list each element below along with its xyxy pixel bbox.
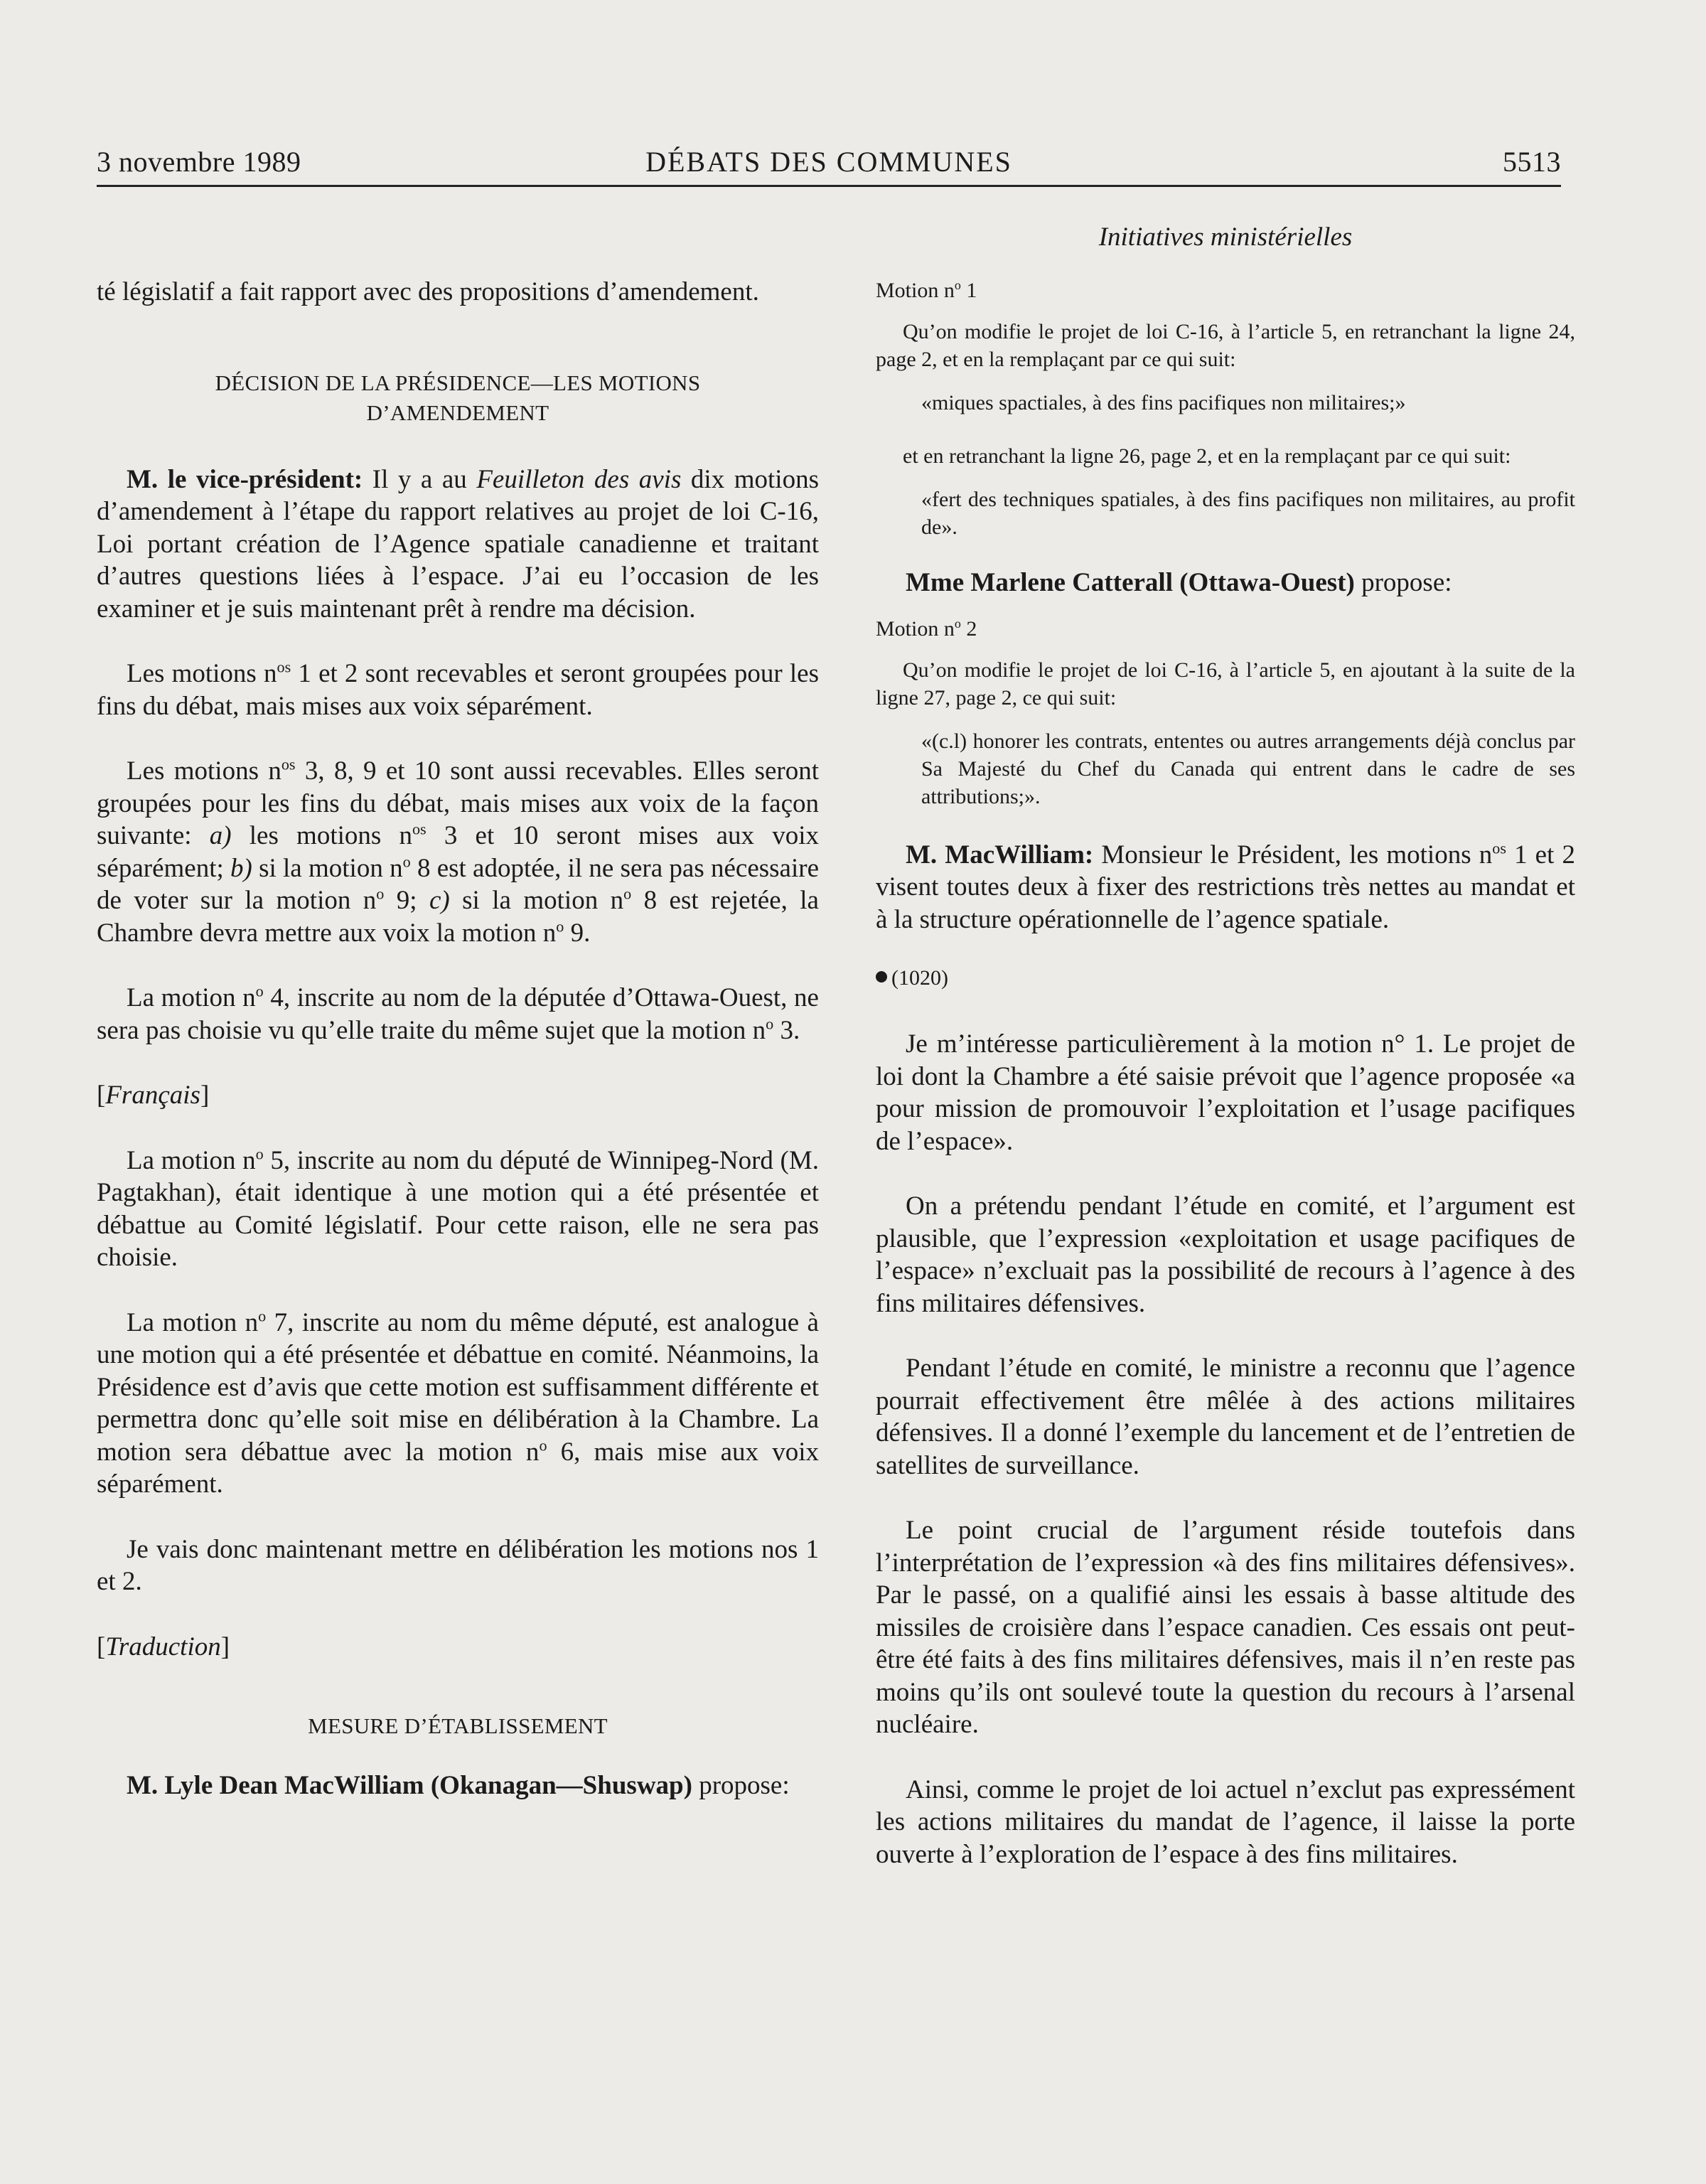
paragraph: La motion $n^o$ 5, inscrite au nom du député de Winnipeg-Nord (M. Pagtakhan), était identique à une motion qui a été présentée et débattue au Comité législatif. Pour cette raison, elle ne sera pas choisie.	[97, 1145, 819, 1272]
language-marker-francais: [Français]	[97, 1081, 210, 1110]
speech-paragraph: M. le vice-président: Il y a au Feuilleton des avis dix motions d’amendement à l’étape du rapport relatives au projet de loi C-16, Loi portant création de l’Agence spatiale canadienne et traitant d’autres questions liées à l’espace. J’ai eu l’occasion de les examiner et je suis maintenant prêt à rendre ma décision.	[97, 464, 819, 623]
page-header	[97, 142, 1561, 187]
time-marker: (1020)	[876, 964, 1575, 992]
speaker-name: M. MacWilliam:	[906, 840, 1094, 869]
mover-paragraph: Mme Marlene Catterall (Ottawa-Ouest) propose:	[906, 568, 1452, 597]
motion-label: Motion $n^o$ 2	[876, 616, 977, 641]
paragraph: Le point crucial de l’argument réside toutefois dans l’interprétation de l’expression «à des fins militaires défensives». Par le passé, on a qualifié ainsi les essais à basse altitude des missiles de croisière dans l’espace canadien. Ces essais ont peut-être été faits à des fins militaires défensives, mais il n’en reste pas moins qu’ils ont soulevé toute la question du recours à l’arsenal nucléaire.	[876, 1516, 1575, 1739]
mover-paragraph: M. Lyle Dean MacWilliam (Okanagan—Shuswap) propose:	[127, 1771, 790, 1800]
paragraph: Pendant l’étude en comité, le ministre a reconnu que l’agence pourrait effectivement être mêlée à des actions militaires défensives. Il a donné l’exemple du lancement et de l’entretien de satellites de surveillance.	[876, 1354, 1575, 1480]
section-heading-mesure: MESURE D’ÉTABLISSEMENT	[308, 1713, 608, 1738]
paragraph: Les motions $n^{os}$ 1 et 2 sont recevables et seront groupées pour les fins du débat, mais mises aux voix séparément.	[97, 658, 819, 721]
motion-quote: «(c.l) honorer les contrats, ententes ou autres arrangements déjà conclus par Sa Majesté du Chef du Canada qui entrent dans le cadre de ses attributions;».	[921, 729, 1575, 808]
continued-paragraph: té législatif a fait rapport avec des propositions d’amendement.	[97, 277, 759, 306]
paragraph: Je m’intéresse particulièrement à la motion n° 1. Le projet de loi dont la Chambre a été saisie prévoit que l’agence proposée «a pour mission de promouvoir l’exploitation et l’usage pacifiques de l’espace».	[876, 1029, 1575, 1156]
heading-line-2: D’AMENDEMENT	[366, 400, 549, 425]
motion-text: Qu’on modifie le projet de loi C-16, à l’article 5, en ajoutant à la suite de la ligne 27, page 2, ce qui suit:	[876, 658, 1575, 710]
header-title: DÉBATS DES COMMUNES	[645, 146, 1012, 178]
header-date: 3 novembre 1989	[97, 146, 301, 178]
paragraph: La motion $n^o$ 7, inscrite au nom du même député, est analogue à une motion qui a été présentée et débattue en comité. Néanmoins, la Présidence est d’avis que cette motion est suffisamment différente et permettra donc qu’elle soit mise en délibération à la Chambre. La motion sera débattue avec la motion $n^o$ 6, mais mise aux voix séparément.	[97, 1307, 819, 1499]
speaker-name: M. le vice-président:	[127, 464, 363, 494]
heading-line-1: DÉCISION DE LA PRÉSIDENCE—LES MOTIONS	[215, 370, 701, 395]
speech-paragraph: M. MacWilliam: Monsieur le Président, les motions $n^{os}$ 1 et 2 visent toutes deux à fixer des restrictions très nettes au mandat et à la structure opérationnelle de l’agence spatiale.	[876, 839, 1575, 934]
paragraph: On a prétendu pendant l’étude en comité, et l’argument est plausible, que l’expression «exploitation et usage pacifiques de l’espace» n’excluait pas la possibilité de recours à l’agence à des fins militaires défensives.	[876, 1192, 1575, 1318]
paragraph: La motion $n^o$ 4, inscrite au nom de la députée d’Ottawa-Ouest, ne sera pas choisie vu qu’elle traite du même sujet que la motion $n^o$ 3.	[97, 982, 819, 1045]
motion-text: et en retranchant la ligne 26, page 2, et en la remplaçant par ce qui suit:	[903, 444, 1511, 468]
running-head: Initiatives ministérielles	[1098, 223, 1353, 252]
language-marker-traduction: [Traduction]	[97, 1632, 230, 1661]
speaker-name: M. Lyle Dean MacWilliam (Okanagan—Shuswap)	[127, 1771, 692, 1800]
section-heading-decision	[97, 368, 819, 428]
bullet-icon	[876, 971, 887, 983]
motion-quote: «miques spactiales, à des fins pacifiques non militaires;»	[921, 391, 1406, 414]
motion-text: Qu’on modifie le projet de loi C-16, à l’article 5, en retranchant la ligne 24, page 2, et en la remplaçant par ce qui suit:	[876, 320, 1575, 371]
motion-quote: «fert des techniques spatiales, à des fins pacifiques non militaires, au profit de».	[921, 488, 1575, 539]
speaker-name: Mme Marlene Catterall (Ottawa-Ouest)	[906, 568, 1355, 597]
paragraph: Je vais donc maintenant mettre en délibération les motions nos 1 et 2.	[97, 1534, 819, 1596]
motion-label: Motion $n^o$ 1	[876, 278, 977, 302]
left-column	[97, 276, 819, 1802]
paragraph: Ainsi, comme le projet de loi actuel n’exclut pas expressément les actions militaires du mandat de l’agence, il laisse la porte ouverte à l’exploration de l’espace à des fins militaires.	[876, 1774, 1575, 1869]
paragraph: Les motions $n^{os}$ 3, 8, 9 et 10 sont aussi recevables. Elles seront groupées pour les fins du débat, mais mises aux voix de la façon suivante: a) les motions $n^{os}$ 3 et 10 seront mises aux voix séparément; b) si la motion $n^o$ 8 est adoptée, il ne sera pas nécessaire de voter sur la motion $n^o$ 9; c) si la motion $n^o$ 8 est rejetée, la Chambre devra mettre aux voix la motion $n^o$ 9.	[97, 755, 820, 948]
right-column	[876, 213, 1575, 1870]
header-page-number: 5513	[1503, 146, 1561, 178]
